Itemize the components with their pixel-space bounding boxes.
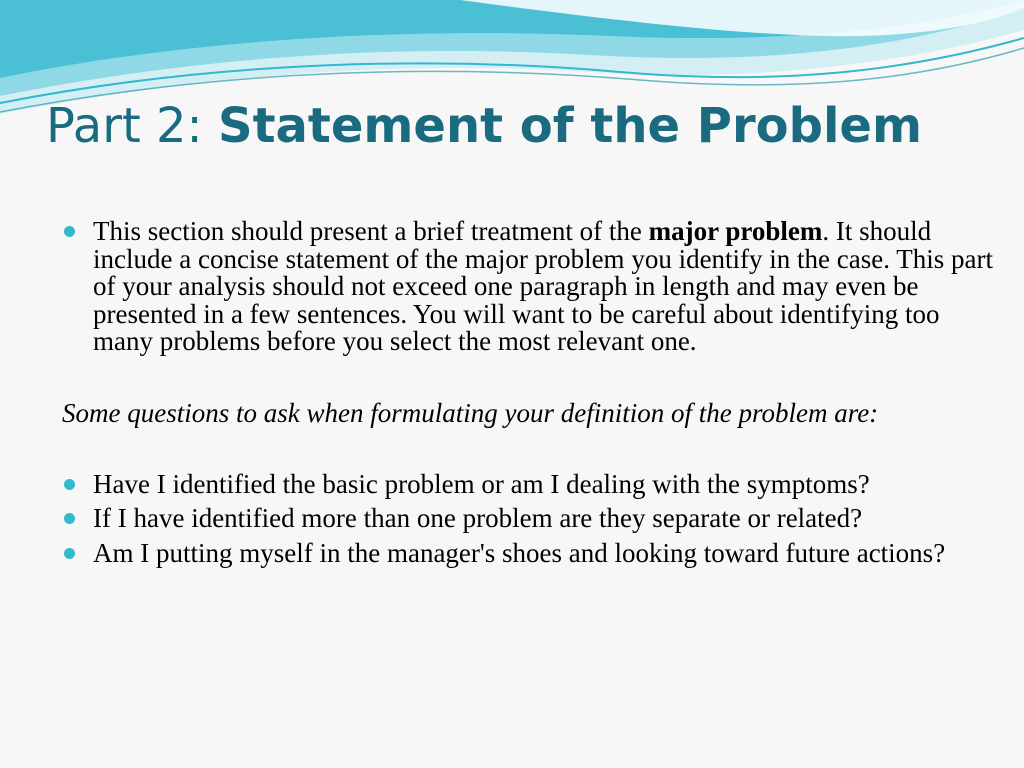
question-item: Am I putting myself in the manager's shoes and looking toward future actions? — [62, 540, 992, 568]
question-item: Have I identified the basic problem or am I dealing with the symptoms? — [62, 471, 992, 499]
question-prompt: Some questions to ask when formulating your definition of the problem are: — [62, 397, 879, 428]
intro-emphasis: major problem — [648, 216, 823, 246]
intro-lead: This section should present a brief treatment of the — [93, 216, 642, 246]
slide-content — [62, 218, 992, 574]
title-strong: Statement of the Problem — [218, 98, 922, 154]
question-list — [62, 468, 992, 568]
title-prefix: Part 2: — [46, 98, 203, 154]
slide-title — [46, 88, 922, 164]
question-item: If I have identified more than one problem are they separate or related? — [62, 505, 992, 533]
intro-rest: . It should include a concise statement of the major problem you identify in the case. This part of your analysis should not exceed one paragraph in length and may even be presented in a few sentences. You will want to be careful about identifying too many problems before you select the most relevant one. — [93, 216, 993, 356]
intro-bullet — [62, 218, 998, 356]
